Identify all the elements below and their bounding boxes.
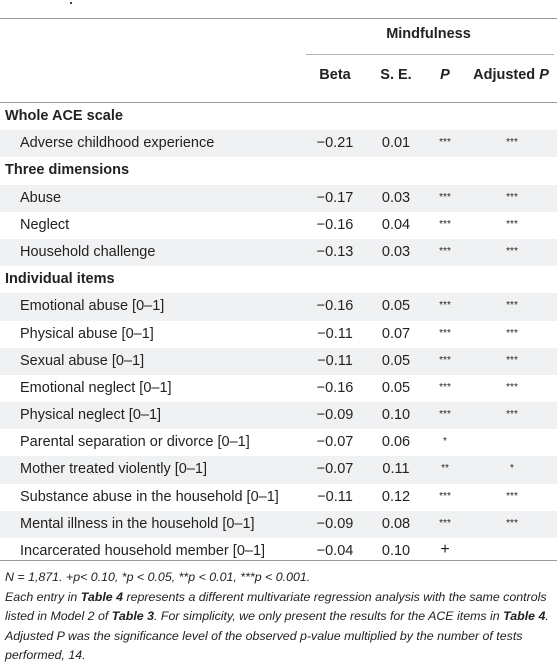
table-row: [0, 375, 557, 402]
adjusted-p-cell: ***: [506, 300, 518, 312]
se-cell: 0.07: [381, 325, 411, 342]
se-cell: 0.03: [381, 189, 411, 206]
table-bottom-rule: [0, 560, 557, 561]
beta-cell: −0.07: [316, 434, 354, 451]
adjusted-p-cell: ***: [506, 354, 518, 366]
row-label: Household challenge: [20, 243, 156, 260]
p-cell: ***: [439, 191, 451, 203]
beta-cell: −0.09: [316, 407, 354, 424]
row-label: Mother treated violently [0–1]: [20, 461, 207, 478]
p-cell: ***: [439, 409, 451, 421]
beta-cell: −0.11: [317, 352, 353, 369]
table-row: [0, 348, 557, 375]
adjusted-p-cell: ***: [506, 137, 518, 149]
se-cell: 0.08: [381, 515, 411, 532]
table-row: [0, 511, 557, 538]
se-cell: 0.03: [381, 243, 411, 260]
adjusted-p-cell: ***: [506, 517, 518, 529]
se-cell: 0.06: [381, 434, 411, 451]
beta-cell: −0.17: [316, 189, 354, 206]
adjusted-p-cell: ***: [506, 327, 518, 339]
table-notes: [5, 568, 553, 666]
se-cell: 0.12: [381, 488, 411, 505]
p-cell: *: [443, 436, 447, 448]
row-label: Physical abuse [0–1]: [20, 325, 154, 342]
adjusted-p-cell: ***: [506, 409, 518, 421]
adjusted-p-cell: ***: [506, 218, 518, 230]
table-row: [0, 538, 557, 565]
p-cell: ***: [439, 490, 451, 502]
beta-cell: −0.16: [316, 379, 354, 396]
section-label: Three dimensions: [5, 162, 130, 179]
col-header-adjusted-p: Adjusted P: [473, 67, 549, 83]
p-cell: ***: [439, 218, 451, 230]
stray-dot: [70, 2, 72, 4]
row-label: Substance abuse in the household [0–1]: [20, 488, 279, 505]
beta-cell: −0.21: [316, 135, 354, 152]
col-header-se: S. E.: [380, 67, 412, 83]
notes-line-1: N = 1,871. +p< 0.10, *p < 0.05, **p < 0.01, ***p < 0.001.: [5, 570, 311, 584]
section-row: [0, 266, 557, 293]
table-row: [0, 321, 557, 348]
notes-line-2: Each entry in Table 4 represents a different multivariate regression analysis with the same controls listed in Model 2 of Table 3. For simplicity, we only present the results for the ACE items in Table 4. Adjusted P was the significance level of the observed p-value multiplied by the number of tests performed, 14.: [5, 589, 549, 662]
p-cell: ***: [439, 327, 451, 339]
table-row: [0, 212, 557, 239]
section-label: Whole ACE scale: [5, 108, 123, 124]
row-label: Sexual abuse [0–1]: [20, 352, 145, 369]
se-cell: 0.05: [381, 352, 411, 369]
se-cell: 0.05: [381, 298, 411, 315]
section-row: [0, 157, 557, 184]
table-body: [0, 103, 557, 565]
p-cell: +: [440, 541, 450, 558]
se-cell: 0.05: [381, 379, 411, 396]
table-row: [0, 185, 557, 212]
se-cell: 0.11: [382, 461, 410, 478]
beta-cell: −0.13: [316, 243, 354, 260]
row-label: Neglect: [20, 216, 70, 233]
row-label: Incarcerated household member [0–1]: [20, 543, 266, 559]
table-row: [0, 429, 557, 456]
row-label: Emotional abuse [0–1]: [20, 298, 165, 315]
adjusted-p-cell: *: [510, 463, 514, 475]
beta-cell: −0.11: [317, 325, 353, 342]
p-cell: ***: [439, 381, 451, 393]
adjusted-p-cell: ***: [506, 381, 518, 393]
se-cell: 0.04: [381, 216, 411, 233]
col-header-beta: Beta: [319, 67, 351, 83]
adjusted-p-cell: ***: [506, 245, 518, 257]
group-header-rule: [306, 54, 554, 55]
table-4-link[interactable]: Table 4: [80, 589, 124, 604]
table-3-link[interactable]: Table 3: [111, 609, 155, 623]
row-label: Parental separation or divorce [0–1]: [20, 434, 250, 451]
beta-cell: −0.11: [317, 488, 353, 505]
row-label: Emotional neglect [0–1]: [20, 379, 172, 396]
se-cell: 0.01: [381, 135, 411, 152]
p-cell: ***: [439, 354, 451, 366]
table-row: [0, 293, 557, 320]
section-row: [0, 103, 557, 130]
table-row: [0, 484, 557, 511]
se-cell: 0.10: [381, 407, 411, 424]
row-label: Adverse childhood experience: [20, 135, 215, 152]
section-label: Individual items: [5, 271, 115, 288]
se-cell: 0.10: [381, 543, 411, 559]
beta-cell: −0.09: [316, 515, 354, 532]
table-row: [0, 402, 557, 429]
p-cell: ***: [439, 137, 451, 149]
table-row: [0, 130, 557, 157]
table-row: [0, 239, 557, 266]
table-top-rule: [0, 18, 557, 19]
row-label: Mental illness in the household [0–1]: [20, 515, 255, 532]
beta-cell: −0.07: [316, 461, 354, 478]
p-cell: **: [441, 463, 449, 475]
row-label: Abuse: [20, 189, 62, 206]
p-cell: ***: [439, 517, 451, 529]
col-header-p: P: [440, 67, 450, 83]
table-row: [0, 456, 557, 483]
table-4-link[interactable]: Table 4: [503, 609, 546, 623]
beta-cell: −0.04: [316, 543, 354, 559]
p-cell: ***: [439, 300, 451, 312]
beta-cell: −0.16: [316, 298, 354, 315]
row-label: Physical neglect [0–1]: [20, 407, 162, 424]
beta-cell: −0.16: [316, 216, 354, 233]
adjusted-p-cell: ***: [506, 490, 518, 502]
adjusted-p-cell: ***: [506, 191, 518, 203]
p-cell: ***: [439, 245, 451, 257]
group-header: Mindfulness: [386, 26, 471, 42]
